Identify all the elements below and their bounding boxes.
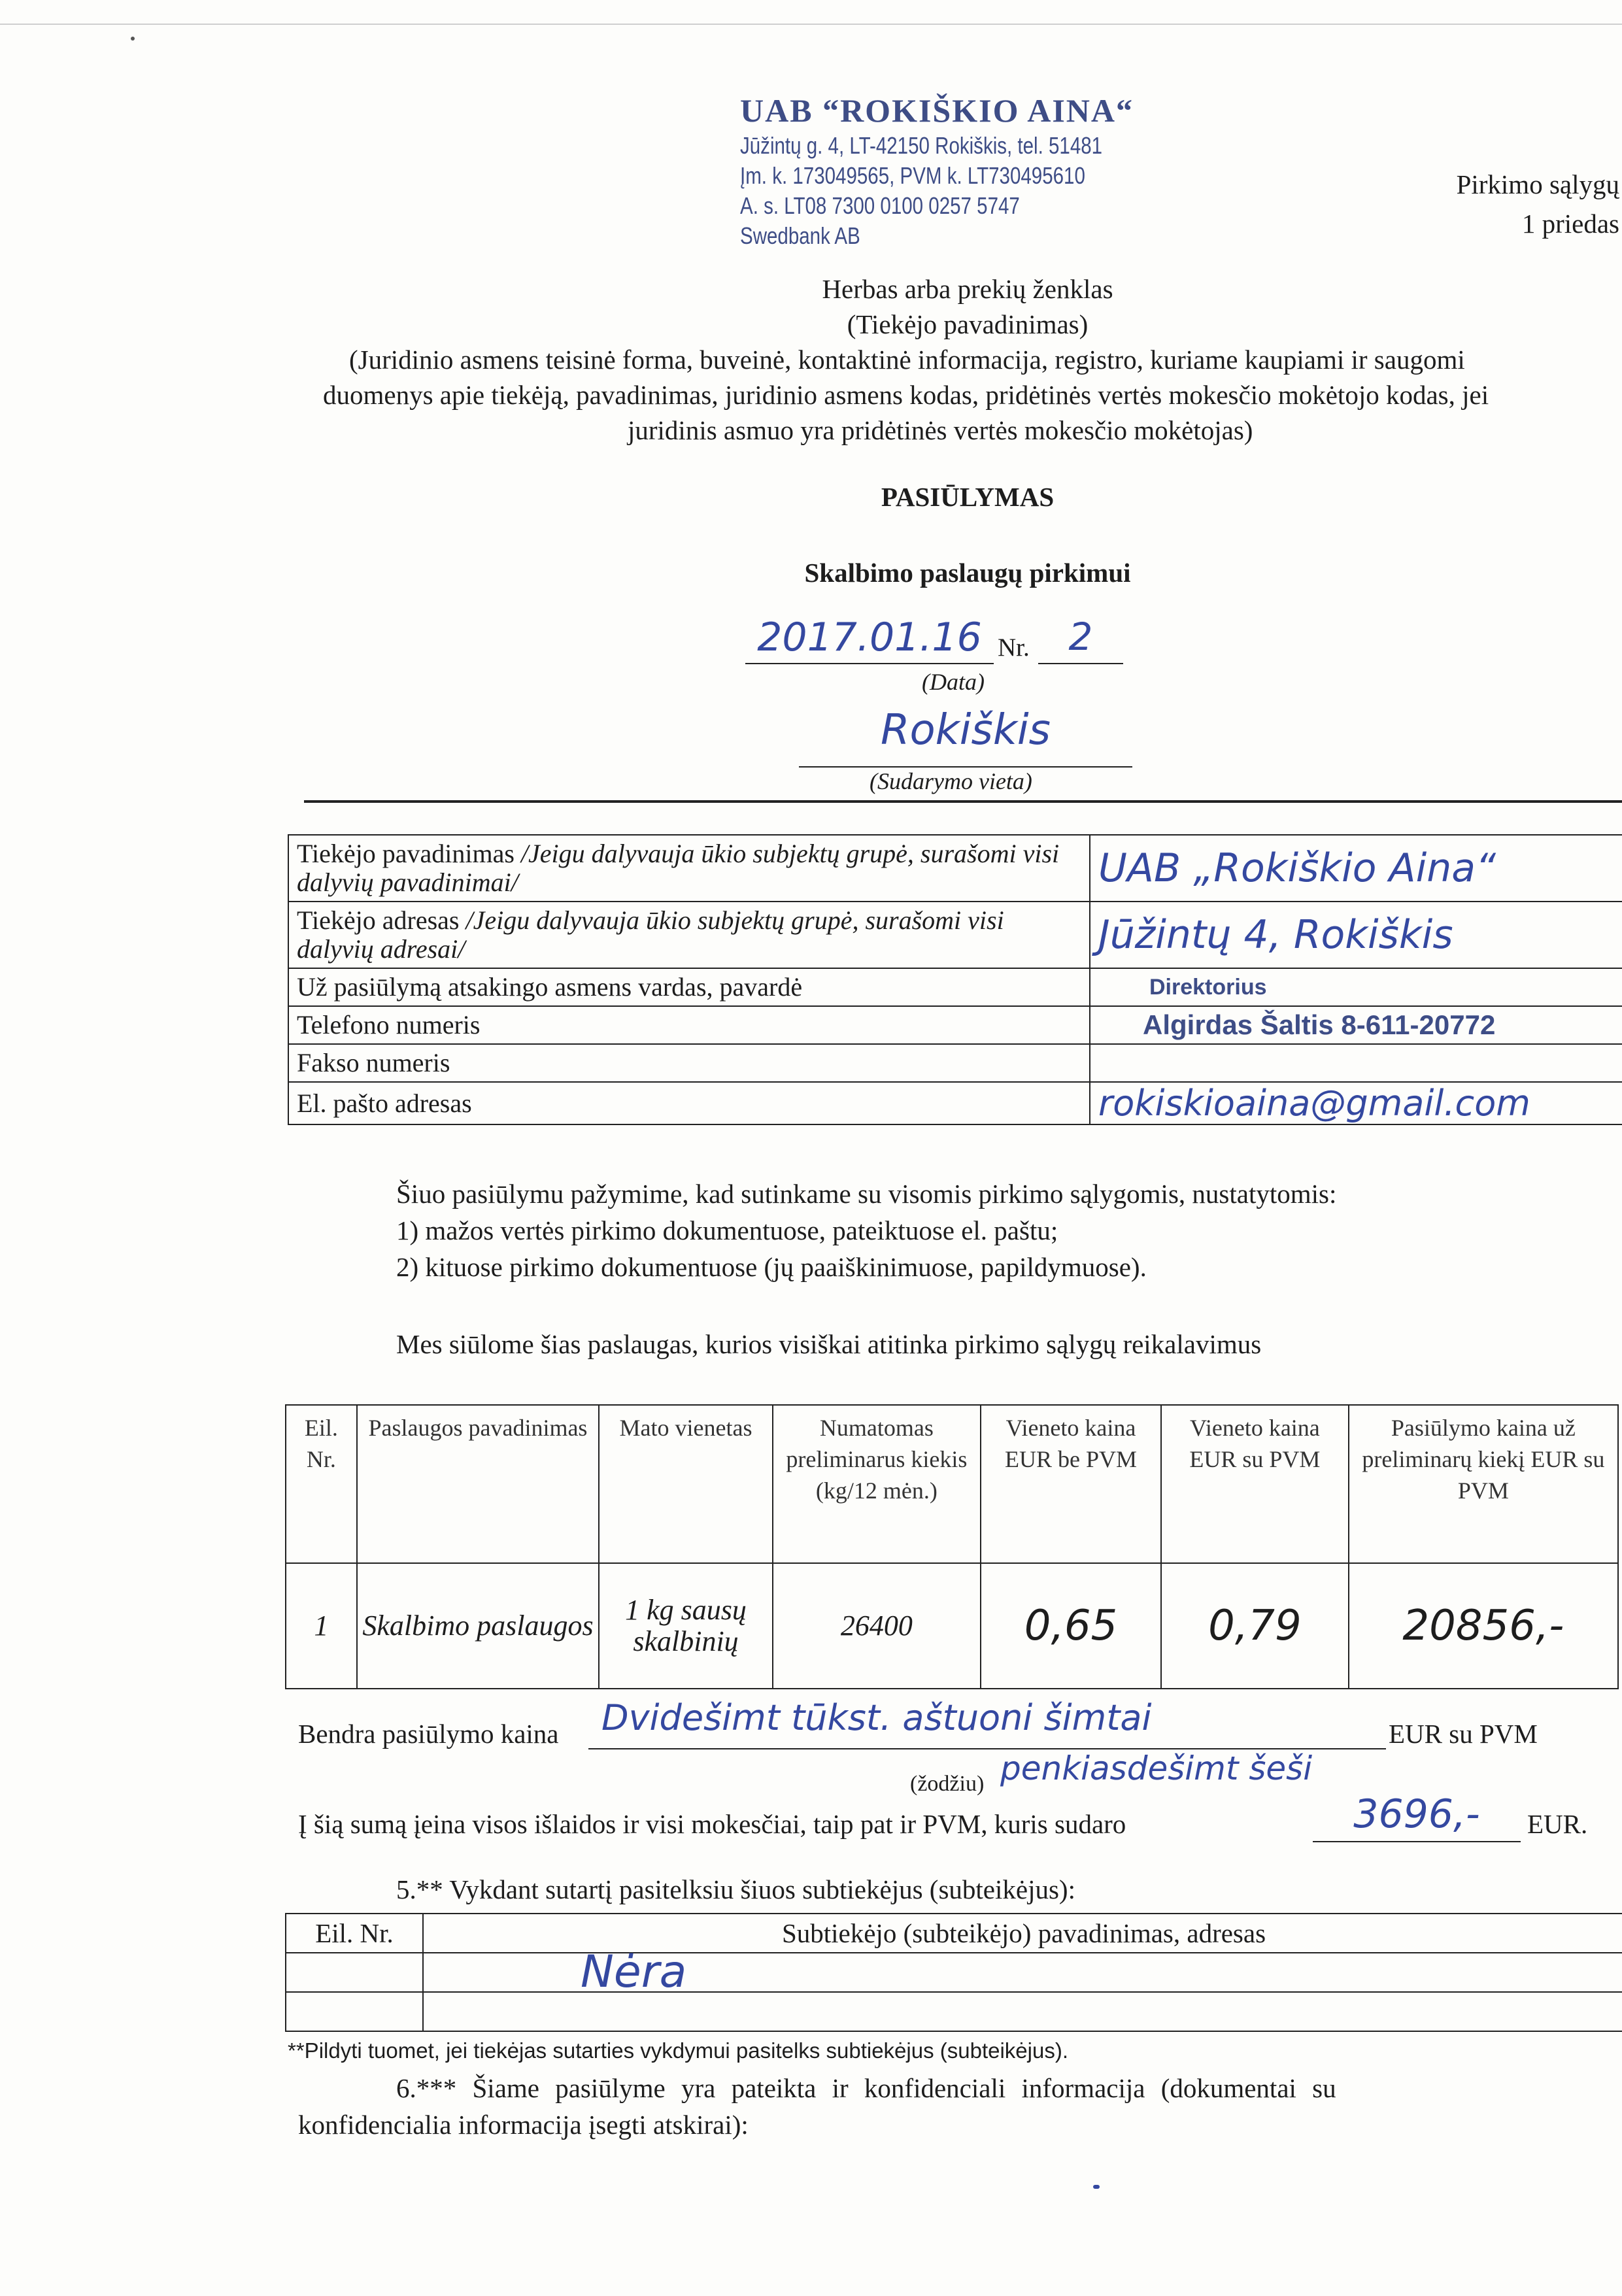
table-header-row xyxy=(286,1405,1618,1563)
page-title: PASIŪLYMAS xyxy=(881,482,1055,512)
total-price-words-cont: penkiasdešimt šeši xyxy=(1000,1749,1313,1787)
sub-col-name: Subtiekėjo (subteikėjo) pavadinimas, adresas xyxy=(423,1914,1622,1953)
row-total: 20856,- xyxy=(1349,1563,1618,1689)
responsible-person-value: Direktorius xyxy=(1090,968,1622,1006)
vat-line-text: Į šią sumą įeina visos išlaidos ir visi mokesčiai, taip pat ir PVM, kuris sudaro xyxy=(298,1809,1126,1839)
col-header-price-vat: Vieneto kaina EUR su PVM xyxy=(1161,1405,1349,1563)
row-price-vat: 0,79 xyxy=(1161,1563,1349,1689)
table-row xyxy=(288,968,1622,1006)
col-header-quantity: Numatomas preliminarus kiekis (kg/12 mėn.) xyxy=(773,1405,981,1563)
supplier-name-caption: (Tiekėjo pavadinimas) xyxy=(847,309,1089,339)
supplier-info-table xyxy=(288,834,1622,1125)
stamp-account: A. s. LT08 7300 0100 0257 5747 xyxy=(740,192,1020,219)
table-row xyxy=(286,1953,1622,1992)
confidential-line-1: 6.*** Šiame pasiūlyme yra pateikta ir konfidenciali informacija (dokumentai su xyxy=(396,2073,1336,2103)
row-unit: 1 kg sausų skalbinių xyxy=(599,1563,773,1689)
subcontractors-table xyxy=(285,1913,1622,2032)
phone-value: Algirdas Šaltis 8-611-20772 xyxy=(1090,1006,1622,1044)
supplier-address-value: Jūžintų 4, Rokiškis xyxy=(1090,902,1622,968)
supplier-name-value: UAB „Rokiškio Aina“ xyxy=(1090,835,1622,902)
total-price-label: Bendra pasiūlymo kaina xyxy=(298,1719,559,1749)
vat-suffix: EUR. xyxy=(1527,1809,1588,1839)
services-intro: Mes siūlome šias paslaugas, kurios visiškai atitinka pirkimo sąlygų reikalavimus xyxy=(396,1329,1262,1359)
supplier-name-label: Tiekėjo pavadinimas /Jeigu dalyvauja ūkio subjektų grupė, surašomi visi dalyvių pavadinimai/ xyxy=(288,835,1090,902)
ink-mark xyxy=(1093,2185,1100,2189)
sub-row-empty xyxy=(423,1992,1622,2031)
confidential-line-2: konfidencialia informacija įsegti atskirai): xyxy=(298,2110,749,2140)
col-header-price-no-vat: Vieneto kaina EUR be PVM xyxy=(981,1405,1161,1563)
vat-amount: 3696,- xyxy=(1313,1791,1521,1842)
place-caption: (Sudarymo vieta) xyxy=(870,768,1032,794)
stamp-codes: Įm. k. 173049565, PVM k. LT730495610 xyxy=(740,162,1085,189)
supplier-address-label: Tiekėjo adresas /Jeigu dalyvauja ūkio subjektų grupė, surašomi visi dalyvių adresai/ xyxy=(288,902,1090,968)
sub-row-nr xyxy=(286,1992,423,2031)
row-price-no-vat: 0,65 xyxy=(981,1563,1161,1689)
nr-value: 2 xyxy=(1038,615,1123,664)
total-price-words: Dvidešimt tūkst. aštuoni šimtai xyxy=(588,1697,1386,1749)
sub-row-nr xyxy=(286,1953,423,1992)
annex-note xyxy=(1457,165,1619,243)
coat-of-arms-label: Herbas arba prekių ženklas xyxy=(822,274,1113,304)
table-row xyxy=(288,1082,1622,1124)
date-caption: (Data) xyxy=(922,669,985,695)
place-value: Rokiškis xyxy=(799,706,1132,768)
total-price-suffix: EUR su PVM xyxy=(1389,1719,1538,1749)
table-row xyxy=(288,835,1622,902)
table-row xyxy=(288,1044,1622,1082)
legal-desc-line-2: duomenys apie tiekėją, pavadinimas, juridinio asmens kodas, pridėtinės vertės mokesčio mokėtojo kodas, jei xyxy=(323,380,1489,410)
subcontractors-intro: 5.** Vykdant sutartį pasitelksiu šiuos subtiekėjus (subteikėjus): xyxy=(396,1874,1075,1904)
table-row xyxy=(286,1563,1618,1689)
agreement-item-2: 2) kituose pirkimo dokumentuose (jų paaiškinimuose, papildymuose). xyxy=(396,1252,1147,1282)
services-table xyxy=(285,1404,1619,1689)
row-service-name: Skalbimo paslaugos xyxy=(357,1563,599,1689)
table-row xyxy=(288,902,1622,968)
date-value: 2017.01.16 xyxy=(745,615,994,664)
scan-dot xyxy=(131,37,135,41)
stamp-address: Jūžintų g. 4, LT-42150 Rokiškis, tel. 51481 xyxy=(740,132,1103,159)
email-label: El. pašto adresas xyxy=(288,1082,1090,1124)
col-header-total: Pasiūlymo kaina už preliminarų kiekį EUR su PVM xyxy=(1349,1405,1618,1563)
table-row xyxy=(288,1006,1622,1044)
legal-desc-line-3: juridinis asmuo yra pridėtinės vertės mokesčio mokėtojas) xyxy=(628,415,1253,445)
stamp-company-name: UAB “ROKIŠKIO AINA“ xyxy=(740,92,1134,129)
col-header-service: Paslaugos pavadinimas xyxy=(357,1405,599,1563)
nr-label: Nr. xyxy=(998,633,1030,662)
sub-col-nr: Eil. Nr. xyxy=(286,1914,423,1953)
agreement-item-1: 1) mažos vertės pirkimo dokumentuose, pateiktuose el. paštu; xyxy=(396,1215,1058,1245)
fax-value xyxy=(1090,1044,1622,1082)
row-nr: 1 xyxy=(286,1563,357,1689)
annex-line-2: 1 priedas xyxy=(1521,209,1619,239)
col-header-unit: Mato vienetas xyxy=(599,1405,773,1563)
responsible-person-label: Už pasiūlymą atsakingo asmens vardas, pavardė xyxy=(288,968,1090,1006)
email-value: rokiskioaina@gmail.com xyxy=(1090,1082,1622,1124)
subcontractors-note: **Pildyti tuomet, jei tiekėjas sutarties vykdymui pasitelks subtiekėjus (subteikėjus). xyxy=(288,2038,1068,2063)
agreement-intro: Šiuo pasiūlymu pažymime, kad sutinkame su visomis pirkimo sąlygomis, nustatytomis: xyxy=(396,1179,1337,1209)
top-rule xyxy=(0,24,1622,25)
company-stamp xyxy=(740,90,1182,251)
page-subtitle: Skalbimo paslaugų pirkimui xyxy=(804,558,1131,588)
stamp-bank: Swedbank AB xyxy=(740,222,860,249)
total-price-caption: (žodžiu) xyxy=(910,1772,985,1796)
row-quantity: 26400 xyxy=(773,1563,981,1689)
annex-line-1: Pirkimo sąlygų xyxy=(1456,169,1619,199)
sub-row-value: Nėra xyxy=(423,1953,1622,1992)
legal-desc-line-1: (Juridinio asmens teisinė forma, buveinė, kontaktinė informacija, registro, kuriame kaupiami ir saugomi xyxy=(349,345,1465,375)
table-header-row xyxy=(286,1914,1622,1953)
table-row xyxy=(286,1992,1622,2031)
header-divider xyxy=(304,800,1622,803)
col-header-nr: Eil. Nr. xyxy=(286,1405,357,1563)
phone-label: Telefono numeris xyxy=(288,1006,1090,1044)
fax-label: Fakso numeris xyxy=(288,1044,1090,1082)
